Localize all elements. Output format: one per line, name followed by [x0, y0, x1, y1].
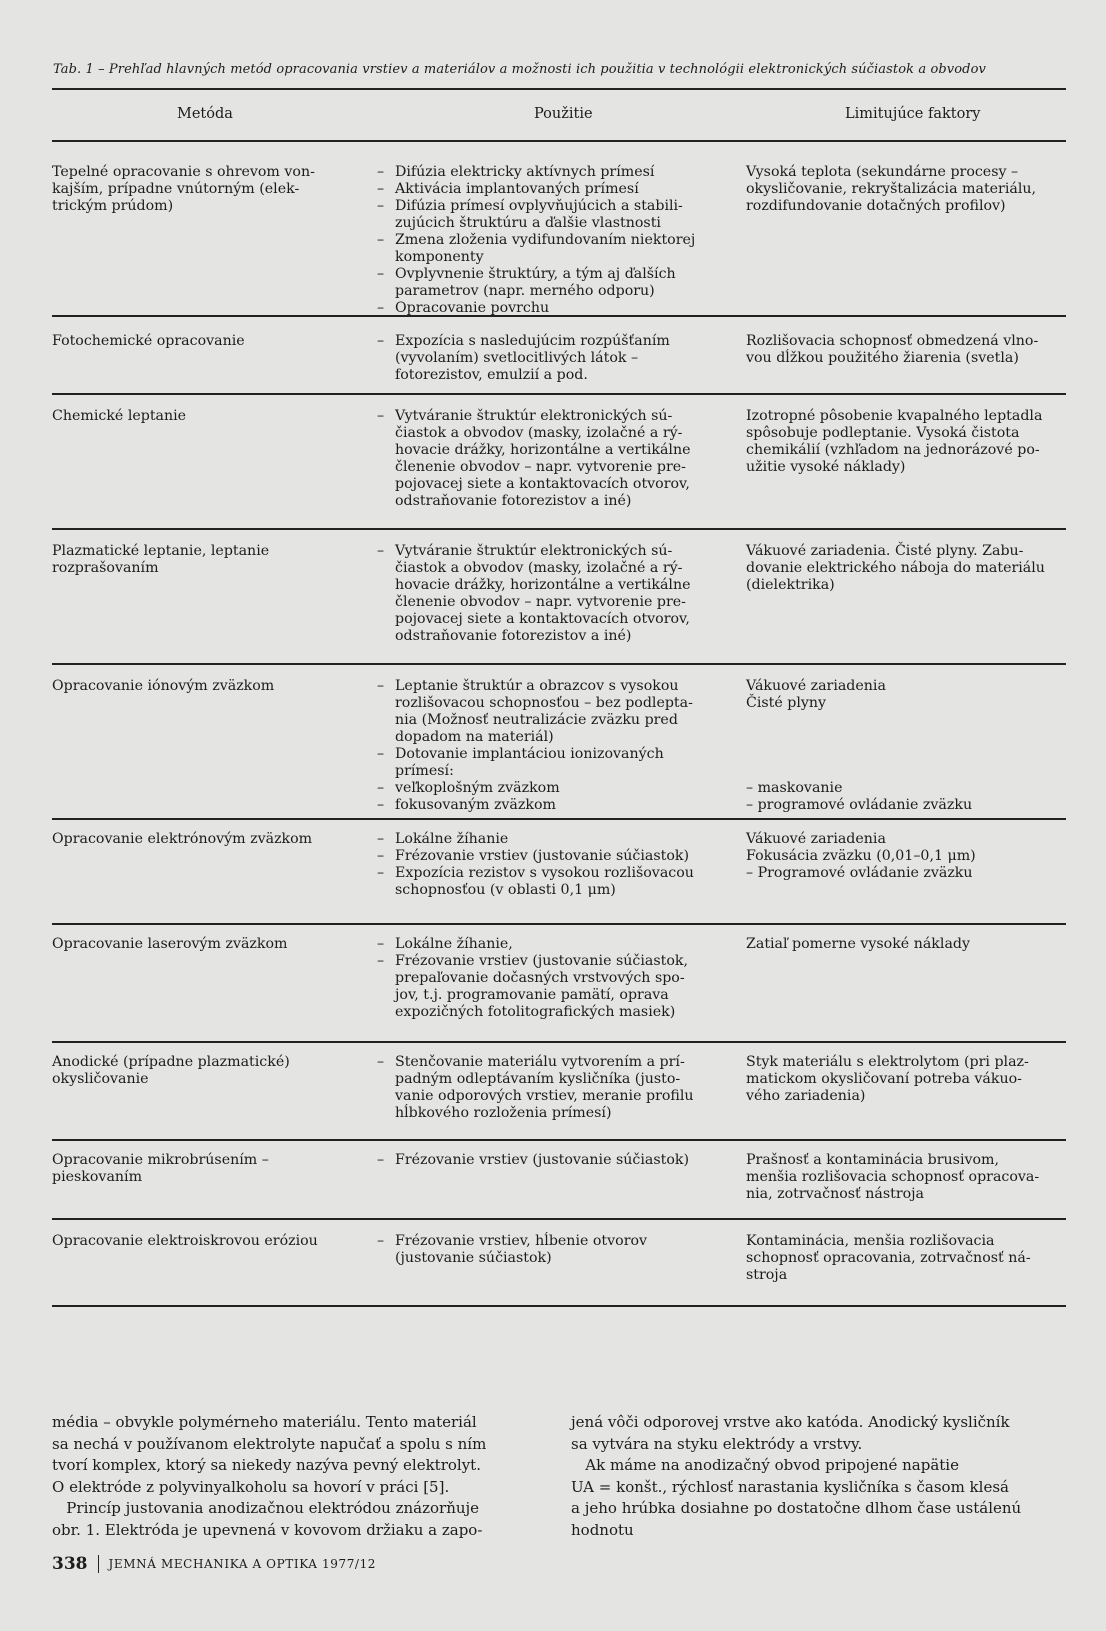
body-text-line: O elektróde z polyvinyalkoholu sa hovorí v práci [5]. — [52, 1477, 450, 1496]
method-line: Opracovanie elektrónovým zväzkom — [52, 831, 313, 847]
limits-line: užitie vysoké náklady) — [746, 459, 906, 475]
dash-marker — [377, 476, 395, 493]
dash-marker: – — [377, 1233, 385, 1249]
usage-item — [377, 1088, 707, 1105]
dash-marker: – — [377, 232, 385, 248]
dash-marker — [377, 249, 395, 266]
dash-marker — [377, 882, 395, 899]
dash-marker — [377, 987, 395, 1004]
usage-text: Stenčovanie materiálu vytvorením a prí- — [395, 1054, 685, 1070]
limits-line: Fokusácia zväzku (0,01–0,1 μm) — [746, 848, 976, 864]
usage-text: jov, t.j. programovanie pamätí, oprava — [395, 987, 669, 1003]
body-text-line: sa vytvára na styku elektródy a vrstvy. — [571, 1434, 863, 1453]
usage-text: pojovacej siete a kontaktovacích otvorov, — [395, 476, 690, 492]
usage-cell — [377, 164, 707, 317]
method-line: Chemické leptanie — [52, 408, 187, 424]
usage-text: prímesí: — [395, 763, 454, 779]
usage-text: odstraňovanie fotorezistov a iné) — [395, 628, 632, 644]
usage-text: Lokálne žíhanie, — [395, 936, 513, 952]
table-row — [52, 395, 1066, 530]
dash-marker — [377, 1105, 395, 1122]
dash-marker: – — [377, 848, 385, 864]
limits-cell — [746, 543, 1068, 594]
method-line: kajším, prípadne vnútorným (elek- — [52, 181, 300, 197]
limits-line: Kontaminácia, menšia rozlišovacia — [746, 1233, 995, 1249]
dash-marker — [377, 1250, 395, 1267]
dash-marker: – — [377, 198, 385, 214]
journal-name: JEMNÁ MECHANIKA A OPTIKA 1977/12 — [108, 1557, 377, 1571]
usage-text: (justovanie súčiastok) — [395, 1250, 552, 1266]
dash-marker: – — [377, 936, 385, 952]
dash-marker — [377, 442, 395, 459]
table-body — [52, 142, 1066, 1307]
table-row — [52, 1141, 1066, 1220]
limits-cell — [746, 164, 1068, 215]
limits-line: Vákuové zariadenia. Čisté plyny. Zabu- — [746, 543, 1024, 559]
usage-text: Zmena zloženia vydifundovaním niektorej — [395, 232, 696, 248]
usage-item — [377, 987, 707, 1004]
table-row — [52, 925, 1066, 1043]
usage-item — [377, 283, 707, 300]
usage-text: expozičných fotolitografických masiek) — [395, 1004, 676, 1020]
body-text-line: a jeho hrúbka dosiahne po dostatočne dlhom čase ustálenú — [571, 1499, 1022, 1517]
dash-marker: – — [377, 266, 385, 282]
method-line: Plazmatické leptanie, leptanie — [52, 543, 270, 559]
usage-item — [377, 1054, 707, 1071]
usage-cell — [377, 543, 707, 645]
usage-text: Frézovanie vrstiev (justovanie súčiastok) — [395, 1152, 689, 1168]
dash-marker: – — [377, 1152, 385, 1168]
dash-marker: – — [377, 300, 385, 316]
table-row — [52, 1043, 1066, 1141]
usage-text: členenie obvodov – napr. vytvorenie pre- — [395, 459, 686, 475]
method-line: okysličovanie — [52, 1071, 149, 1087]
usage-item — [377, 970, 707, 987]
usage-item — [377, 476, 707, 493]
usage-text: hovacie drážky, horizontálne a vertikálne — [395, 442, 691, 458]
dash-marker — [377, 628, 395, 645]
dash-marker: – — [377, 678, 385, 694]
usage-text: komponenty — [395, 249, 484, 265]
limits-line: matickom okysličovaní potreba vákuo- — [746, 1071, 1022, 1087]
usage-item — [377, 459, 707, 476]
usage-item — [377, 181, 707, 198]
limits-line — [746, 729, 1068, 746]
usage-text: fotorezistov, emulzií a pod. — [395, 367, 588, 383]
limits-line: – programové ovládanie zväzku — [746, 797, 973, 813]
limits-line: Čisté plyny — [746, 695, 827, 711]
usage-text: Frézovanie vrstiev, hĺbenie otvorov — [395, 1233, 648, 1249]
limits-cell — [746, 1233, 1068, 1284]
body-text-right-column — [571, 1412, 1063, 1541]
usage-item — [377, 712, 707, 729]
usage-text: veľkoplošným zväzkom — [395, 780, 560, 796]
method-line: rozprašovaním — [52, 560, 159, 576]
dash-marker — [377, 970, 395, 987]
limits-line: – Programové ovládanie zväzku — [746, 865, 973, 881]
usage-text: Vytváranie štruktúr elektronických sú- — [395, 408, 673, 424]
method-line: Opracovanie laserovým zväzkom — [52, 936, 288, 952]
header-limits: Limitujúce faktory — [845, 106, 981, 122]
limits-line: dovanie elektrického náboja do materiálu — [746, 560, 1045, 576]
limits-cell — [746, 678, 1068, 814]
dash-marker — [377, 350, 395, 367]
limits-line: Izotropné pôsobenie kvapalného leptadla — [746, 408, 1043, 424]
method-cell — [52, 333, 352, 350]
usage-cell — [377, 678, 707, 814]
limits-line: rozdifundovanie dotačných profilov) — [746, 198, 1006, 214]
dash-marker — [377, 577, 395, 594]
usage-item — [377, 628, 707, 645]
usage-item — [377, 882, 707, 899]
usage-item — [377, 611, 707, 628]
usage-item — [377, 560, 707, 577]
method-cell — [52, 543, 352, 577]
table-row — [52, 317, 1066, 395]
body-text-line: obr. 1. Elektróda je upevnená v kovovom držiaku a zapo- — [52, 1520, 483, 1539]
body-text-line: tvorí komplex, ktorý sa niekedy nazýva pevný elektrolyt. — [52, 1456, 481, 1474]
dash-marker — [377, 215, 395, 232]
dash-marker: – — [377, 953, 385, 969]
usage-item — [377, 729, 707, 746]
limits-line — [746, 763, 1068, 780]
body-text-line: UA = konšt., rýchlosť narastania kysličníka s časom klesá — [571, 1477, 1009, 1496]
usage-text: Ovplyvnenie štruktúry, a tým aj ďalších — [395, 266, 676, 282]
limits-line: chemikálií (vzhľadom na jednorázové po- — [746, 442, 1040, 458]
method-line: Tepelné opracovanie s ohrevom von- — [52, 164, 315, 180]
usage-text: schopnosťou (v oblasti 0,1 μm) — [395, 882, 616, 898]
usage-item — [377, 577, 707, 594]
usage-text: Leptanie štruktúr a obrazcov s vysokou — [395, 678, 679, 694]
table-row — [52, 142, 1066, 317]
table-caption: Tab. 1 – Prehľad hlavných metód opracovania vrstiev a materiálov a možnosti ich použitia v technológii elektronických súčiastok a obvodov — [53, 62, 986, 77]
method-line: Opracovanie iónovým zväzkom — [52, 678, 275, 694]
usage-text: dopadom na materiál) — [395, 729, 554, 745]
usage-text: nia (Možnosť neutralizácie zväzku pred — [395, 712, 678, 728]
usage-item — [377, 678, 707, 695]
body-text-line: média – obvykle polymérneho materiálu. Tento materiál — [52, 1413, 477, 1431]
usage-text: (vyvolaním) svetlocitlivých látok – — [395, 350, 639, 366]
usage-item — [377, 232, 707, 249]
dash-marker: – — [377, 164, 385, 180]
usage-text: čiastok a obvodov (masky, izolačné a rý- — [395, 560, 683, 576]
usage-text: Expozícia rezistov s vysokou rozlišovacou — [395, 865, 694, 881]
limits-cell — [746, 408, 1068, 476]
dash-marker: – — [377, 797, 385, 813]
usage-item — [377, 425, 707, 442]
usage-text: Frézovanie vrstiev (justovanie súčiastok, — [395, 953, 688, 969]
limits-line: okysličovanie, rekryštalizácia materiálu, — [746, 181, 1037, 197]
usage-cell — [377, 936, 707, 1021]
method-line: pieskovaním — [52, 1169, 143, 1185]
body-text-line: jená vôči odporovej vrstve ako katóda. Anodický kysličník — [571, 1413, 1010, 1431]
limits-line: spôsobuje podleptanie. Vysoká čistota — [746, 425, 1020, 441]
limits-line: Vákuové zariadenia — [746, 831, 886, 847]
usage-item — [377, 1071, 707, 1088]
usage-text: Aktivácia implantovaných prímesí — [395, 181, 639, 197]
dash-marker: – — [377, 780, 385, 796]
dash-marker — [377, 729, 395, 746]
body-text-line: Princíp justovania anodizačnou elektródou znázorňuje — [52, 1499, 480, 1517]
page-footer — [52, 1554, 376, 1574]
usage-text: Difúzia elektricky aktívnych prímesí — [395, 164, 655, 180]
header-usage: Použitie — [534, 106, 593, 122]
usage-item — [377, 408, 707, 425]
limits-line: (dielektrika) — [746, 577, 835, 593]
usage-text: Vytváranie štruktúr elektronických sú- — [395, 543, 673, 559]
method-cell — [52, 1152, 352, 1186]
usage-item — [377, 953, 707, 970]
usage-item — [377, 594, 707, 611]
usage-item — [377, 1105, 707, 1122]
usage-item — [377, 266, 707, 283]
body-text-line: hodnotu — [571, 1520, 634, 1539]
usage-item — [377, 442, 707, 459]
usage-text: rozlišovacou schopnosťou – bez podlepta- — [395, 695, 693, 711]
usage-text: hovacie drážky, horizontálne a vertikálne — [395, 577, 691, 593]
method-cell — [52, 1233, 352, 1250]
limits-line — [746, 712, 1068, 729]
usage-cell — [377, 408, 707, 510]
usage-cell — [377, 1054, 707, 1122]
usage-item — [377, 865, 707, 882]
limits-line — [746, 746, 1068, 763]
dash-marker — [377, 459, 395, 476]
dash-marker — [377, 367, 395, 384]
usage-text: Opracovanie povrchu — [395, 300, 550, 316]
usage-item — [377, 780, 707, 797]
usage-item — [377, 797, 707, 814]
usage-text: Expozícia s nasledujúcim rozpúšťaním — [395, 333, 670, 349]
usage-item — [377, 763, 707, 780]
dash-marker — [377, 1071, 395, 1088]
usage-item — [377, 249, 707, 266]
usage-item — [377, 215, 707, 232]
method-cell — [52, 164, 352, 215]
method-line: Opracovanie mikrobrúsením – — [52, 1152, 269, 1168]
dash-marker — [377, 283, 395, 300]
dash-marker — [377, 611, 395, 628]
method-cell — [52, 408, 352, 425]
limits-cell — [746, 831, 1068, 882]
usage-text: Lokálne žíhanie — [395, 831, 509, 847]
method-cell — [52, 936, 352, 953]
usage-item — [377, 936, 707, 953]
usage-item — [377, 300, 707, 317]
usage-item — [377, 831, 707, 848]
usage-item — [377, 695, 707, 712]
dash-marker: – — [377, 333, 385, 349]
usage-cell — [377, 333, 707, 384]
method-line: Anodické (prípadne plazmatické) — [52, 1054, 290, 1070]
dash-marker: – — [377, 181, 385, 197]
table-row — [52, 820, 1066, 925]
limits-line: Prašnosť a kontaminácia brusivom, — [746, 1152, 1000, 1168]
usage-text: padným odleptávaním kysličníka (justo- — [395, 1071, 681, 1087]
usage-text: fokusovaným zväzkom — [395, 797, 556, 813]
usage-item — [377, 164, 707, 181]
limits-line: stroja — [746, 1267, 788, 1283]
method-line: Fotochemické opracovanie — [52, 333, 245, 349]
limits-line: – maskovanie — [746, 780, 843, 796]
usage-text: zujúcich štruktúru a ďalšie vlastnosti — [395, 215, 661, 231]
usage-text: čiastok a obvodov (masky, izolačné a rý- — [395, 425, 683, 441]
header-method: Metóda — [177, 106, 233, 122]
usage-cell — [377, 1233, 707, 1267]
methods-table — [52, 88, 1066, 1307]
usage-item — [377, 1004, 707, 1021]
limits-line: Vysoká teplota (sekundárne procesy – — [746, 164, 1019, 180]
limits-cell — [746, 1054, 1068, 1105]
usage-text: Dotovanie implantáciou ionizovaných — [395, 746, 664, 762]
usage-item — [377, 350, 707, 367]
method-cell — [52, 678, 352, 695]
table-row — [52, 1220, 1066, 1307]
usage-cell — [377, 831, 707, 899]
usage-text: vanie odporových vrstiev, meranie profilu — [395, 1088, 694, 1104]
limits-line: nia, zotrvačnosť nástroja — [746, 1186, 925, 1202]
limits-cell — [746, 333, 1068, 367]
dash-marker — [377, 1004, 395, 1021]
dash-marker: – — [377, 408, 385, 424]
usage-item — [377, 1152, 707, 1169]
usage-item — [377, 333, 707, 350]
usage-text: pojovacej siete a kontaktovacích otvorov, — [395, 611, 690, 627]
body-text-left-column — [52, 1412, 522, 1541]
usage-cell — [377, 1152, 707, 1169]
limits-line: Styk materiálu s elektrolytom (pri plaz- — [746, 1054, 1029, 1070]
limits-line: vého zariadenia) — [746, 1088, 866, 1104]
limits-line: vou dĺžkou použitého žiarenia (svetla) — [746, 350, 1019, 366]
dash-marker — [377, 493, 395, 510]
dash-marker: – — [377, 865, 385, 881]
body-text-line: sa nechá v používanom elektrolyte napučať a spolu s ním — [52, 1434, 487, 1453]
usage-item — [377, 493, 707, 510]
usage-item — [377, 198, 707, 215]
limits-line: Rozlišovacia schopnosť obmedzená vlno- — [746, 333, 1039, 349]
dash-marker: – — [377, 831, 385, 847]
limits-line: Vákuové zariadenia — [746, 678, 886, 694]
usage-item — [377, 1233, 707, 1250]
usage-text: prepaľovanie dočasných vrstvových spo- — [395, 970, 685, 986]
dash-marker — [377, 594, 395, 611]
usage-item — [377, 367, 707, 384]
dash-marker — [377, 695, 395, 712]
usage-text: odstraňovanie fotorezistov a iné) — [395, 493, 632, 509]
usage-text: parametrov (napr. merného odporu) — [395, 283, 655, 299]
limits-line: schopnosť opracovania, zotrvačnosť ná- — [746, 1250, 1031, 1266]
table-header — [52, 90, 1066, 142]
dash-marker — [377, 1088, 395, 1105]
usage-item — [377, 543, 707, 560]
dash-marker: – — [377, 746, 385, 762]
table-row — [52, 665, 1066, 820]
usage-text: Difúzia prímesí ovplyvňujúcich a stabili- — [395, 198, 683, 214]
dash-marker: – — [377, 543, 385, 559]
usage-text: členenie obvodov – napr. vytvorenie pre- — [395, 594, 686, 610]
usage-text: hĺbkového rozloženia prímesí) — [395, 1105, 612, 1121]
page-number: 338 — [52, 1554, 88, 1574]
limits-cell — [746, 936, 1068, 953]
usage-item — [377, 1250, 707, 1267]
dash-marker — [377, 425, 395, 442]
usage-item — [377, 848, 707, 865]
limits-cell — [746, 1152, 1068, 1203]
method-cell — [52, 831, 352, 848]
method-line: Opracovanie elektroiskrovou eróziou — [52, 1233, 318, 1249]
usage-text: Frézovanie vrstiev (justovanie súčiastok) — [395, 848, 689, 864]
footer-divider — [98, 1555, 99, 1573]
table-row — [52, 530, 1066, 665]
method-cell — [52, 1054, 352, 1088]
limits-line: menšia rozlišovacia schopnosť opracova- — [746, 1169, 1040, 1185]
dash-marker — [377, 560, 395, 577]
body-text-line: Ak máme na anodizačný obvod pripojené napätie — [571, 1456, 959, 1474]
dash-marker: – — [377, 1054, 385, 1070]
dash-marker — [377, 712, 395, 729]
method-line: trickým prúdom) — [52, 198, 174, 214]
usage-item — [377, 746, 707, 763]
limits-line: Zatiaľ pomerne vysoké náklady — [746, 936, 971, 952]
dash-marker — [377, 763, 395, 780]
